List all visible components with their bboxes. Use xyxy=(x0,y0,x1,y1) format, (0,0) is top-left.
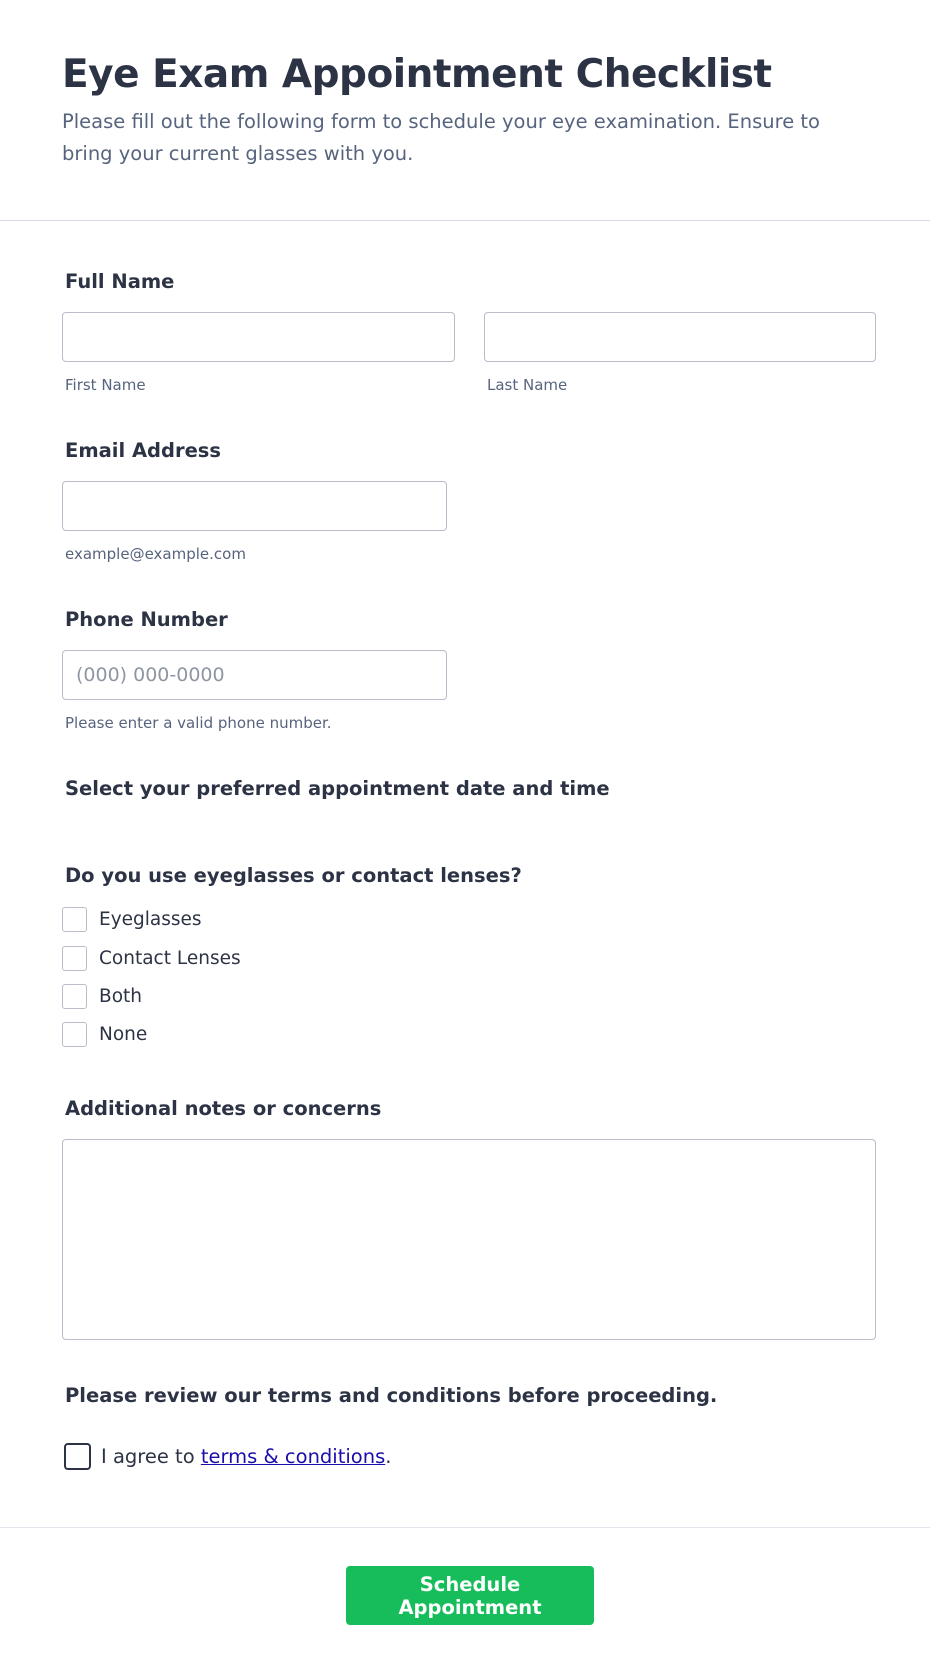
phone-input[interactable] xyxy=(62,650,447,700)
option-eyeglasses[interactable] xyxy=(62,906,202,932)
terms-link[interactable]: terms & conditions xyxy=(200,1444,386,1468)
footer-divider xyxy=(0,1527,930,1528)
terms-suffix: . xyxy=(385,1444,392,1468)
notes-label: Additional notes or concerns xyxy=(65,1097,382,1120)
page-subtitle: Please fill out the following form to schedule your eye examination. Ensure to bring your current glasses with you. xyxy=(62,110,820,165)
phone-label: Phone Number xyxy=(65,608,228,631)
terms-agreement[interactable] xyxy=(64,1442,391,1470)
first-name-sublabel: First Name xyxy=(65,376,146,394)
checkbox-both[interactable] xyxy=(62,984,87,1009)
form-header xyxy=(0,0,930,221)
terms-prefix: I agree to xyxy=(101,1444,201,1468)
option-none[interactable] xyxy=(62,1021,147,1047)
option-both[interactable] xyxy=(62,983,142,1009)
terms-heading: Please review our terms and conditions before proceeding. xyxy=(65,1384,718,1407)
last-name-input[interactable] xyxy=(484,312,876,362)
option-label: None xyxy=(99,1023,148,1045)
email-input[interactable] xyxy=(62,481,447,531)
checkbox-eyeglasses[interactable] xyxy=(62,907,87,932)
vision-question-label: Do you use eyeglasses or contact lenses? xyxy=(65,864,522,887)
email-sublabel: example@example.com xyxy=(65,545,246,563)
terms-text xyxy=(101,1445,391,1468)
checkbox-none[interactable] xyxy=(62,1022,87,1047)
option-label: Both xyxy=(99,985,142,1007)
last-name-sublabel: Last Name xyxy=(487,376,568,394)
full-name-label: Full Name xyxy=(65,270,175,293)
notes-textarea[interactable] xyxy=(62,1139,876,1340)
page-title: Eye Exam Appointment Checklist xyxy=(62,52,772,97)
schedule-appointment-button[interactable]: Schedule Appointment xyxy=(346,1566,594,1625)
appointment-label: Select your preferred appointment date and time xyxy=(65,777,610,800)
phone-sublabel: Please enter a valid phone number. xyxy=(65,714,332,732)
first-name-input[interactable] xyxy=(62,312,455,362)
email-label: Email Address xyxy=(65,439,222,462)
option-contact-lenses[interactable] xyxy=(62,945,241,971)
option-label: Contact Lenses xyxy=(99,947,241,969)
option-label: Eyeglasses xyxy=(99,908,202,930)
terms-checkbox[interactable] xyxy=(64,1443,91,1470)
checkbox-contact-lenses[interactable] xyxy=(62,946,87,971)
